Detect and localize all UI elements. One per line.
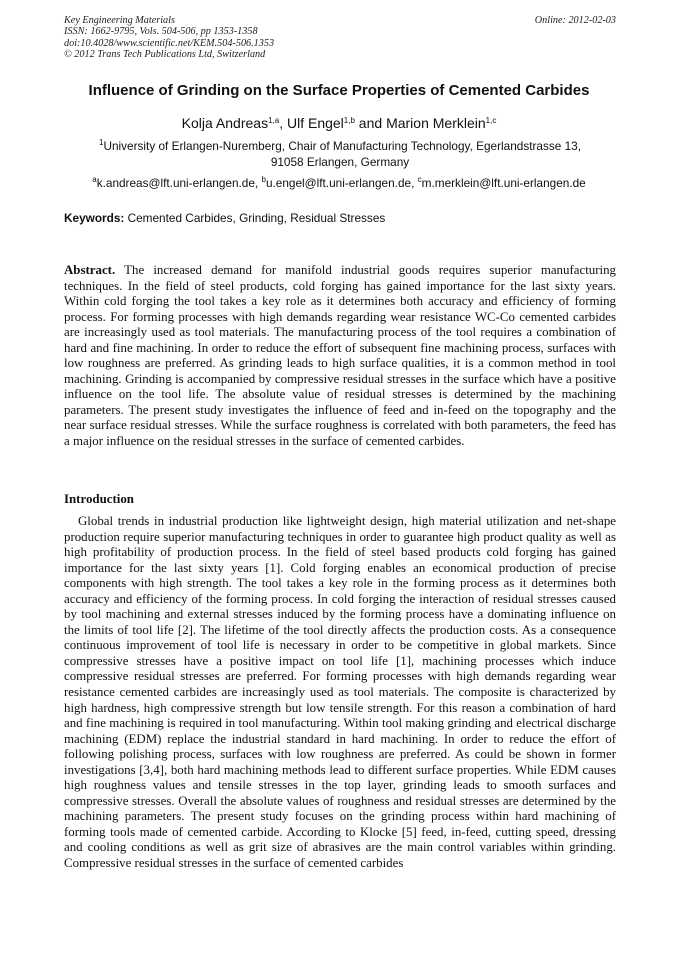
- author-name: Kolja Andreas: [181, 115, 269, 131]
- author-name: Ulf Engel: [286, 115, 344, 131]
- author-list: [40, 115, 638, 131]
- journal-header: [64, 15, 616, 60]
- author-superscript: 1,b: [343, 116, 355, 125]
- email-superscript: a: [92, 175, 97, 184]
- abstract-text: The increased demand for manifold industrial goods requires superior manufacturing techniques. In the field of steel products, cold forging has gained importance for the last sixty years. Within cold forging the tool takes a key role as it determines both accuracy and efficiency of forming process. For forming processes with high demands regarding wear resistance WC-Co cemented carbides are increasingly used as tool materials. The manufacturing process of the tool requires a combination of hard and fine machining. In order to reduce the effort of subsequent fine machining process, surfaces with low roughness are preferred. As grinding leads to high surface qualities, it is a common method in tool machining. Grinding is accompanied by compressive residual stresses in the surface which have a positive influence on the tool life. The absolute value of residual stresses is determined by the machining parameters. The present study investigates the influence of feed and in-feed on the topography and the near surface residual stresses. While the surface roughness is correlated with both parameters, the feed has a major influence on the residual stresses in the surface of cemented carbides.: [64, 263, 616, 449]
- introduction-body: Global trends in industrial production like lightweight design, high material utilization and net-shape production require superior manufacturing techniques in order to guarantee high product quality as well as high profitability of production process. In the field of steel based products cold forging has gained importance for the last sixty years [1]. Cold forging enables an economical production of precise components with high strength. The tool takes a key role in the forming process as it determines both accuracy and efficiency of the forming process. In cold forging the interaction of residual stresses caused by tool machining and external stresses induced by the forming process have a dominating influence on the limits of tool life [2]. The lifetime of the tool directly affects the production costs. As a consequence continuous improvement of tool life is necessary in order to be competitive in global markets. Since compressive stresses have a positive impact on tool life [1], machining processes which induce compressive residual stresses are preferred. For forming processes with high demands regarding wear resistance cemented carbides are increasingly used as tool materials. The composite is characterized by high hardness, high compressive strength but low tensile strength. For this reason a combination of hard and fine machining is required in tool manufacturing. Within tool making grinding and electrical discharge machining (EDM) replace the industrial standard in hard machining. In order to reduce the effort of following polishing process, surfaces with low roughness are preferred. As could be shown in former investigations [3,4], both hard machining methods lead to different surface properties. While EDM causes high roughness values and tensile stresses in the top layer, grinding leads to smooth surfaces and compressive stresses. Overall the absolute values of roughness and residual stresses are determined by the machining parameters. The present study focuses on the grinding process within hard machining of forming tools made of cemented carbide. According to Klocke [5] feed, in-feed, cutting speed, dressing and cooling conditions as well as grit size of abrasives are the main control variables within grinding. Compressive residual stresses in the surface of cemented carbides: [64, 514, 616, 871]
- affiliation-line: 91058 Erlangen, Germany: [270, 155, 410, 169]
- journal-copyright: © 2012 Trans Tech Publications Ltd, Switzerland: [64, 48, 266, 60]
- author-separator: and: [354, 115, 387, 131]
- email-separator: ,: [254, 176, 262, 190]
- abstract: [64, 263, 616, 450]
- paper-title: Influence of Grinding on the Surface Properties of Cemented Carbides: [88, 82, 590, 99]
- journal-doi: doi:10.4028/www.scientific.net/KEM.504-506.1353: [64, 37, 275, 49]
- author-name: Marion Merklein: [386, 115, 486, 131]
- email-superscript: b: [261, 175, 266, 184]
- keywords: [64, 211, 385, 225]
- keywords-label: Keywords:: [64, 211, 125, 225]
- email-address[interactable]: k.andreas@lft.uni-erlangen.de: [96, 176, 255, 190]
- email-address[interactable]: m.merklein@lft.uni-erlangen.de: [421, 176, 586, 190]
- journal-issn: ISSN: 1662-9795, Vols. 504-506, pp 1353-1358: [64, 26, 258, 38]
- email-list: [40, 176, 638, 190]
- online-date: Online: 2012-02-03: [534, 15, 616, 26]
- author-superscript: 1,c: [485, 116, 497, 125]
- email-superscript: c: [417, 175, 422, 184]
- keywords-text: Cemented Carbides, Grinding, Residual Stresses: [127, 211, 386, 225]
- author-superscript: 1,a: [268, 116, 280, 125]
- abstract-label: Abstract.: [64, 263, 116, 277]
- affiliation: [70, 138, 610, 170]
- section-heading-introduction: Introduction: [64, 492, 134, 506]
- email-separator: ,: [411, 176, 418, 190]
- author-separator: ,: [279, 115, 287, 131]
- affiliation-superscript: 1: [98, 138, 104, 147]
- email-address[interactable]: u.engel@lft.uni-erlangen.de: [265, 176, 412, 190]
- journal-name: Key Engineering Materials: [64, 15, 175, 26]
- affiliation-line: University of Erlangen-Nuremberg, Chair of Manufacturing Technology, Egerlandstrasse 13,: [103, 139, 582, 153]
